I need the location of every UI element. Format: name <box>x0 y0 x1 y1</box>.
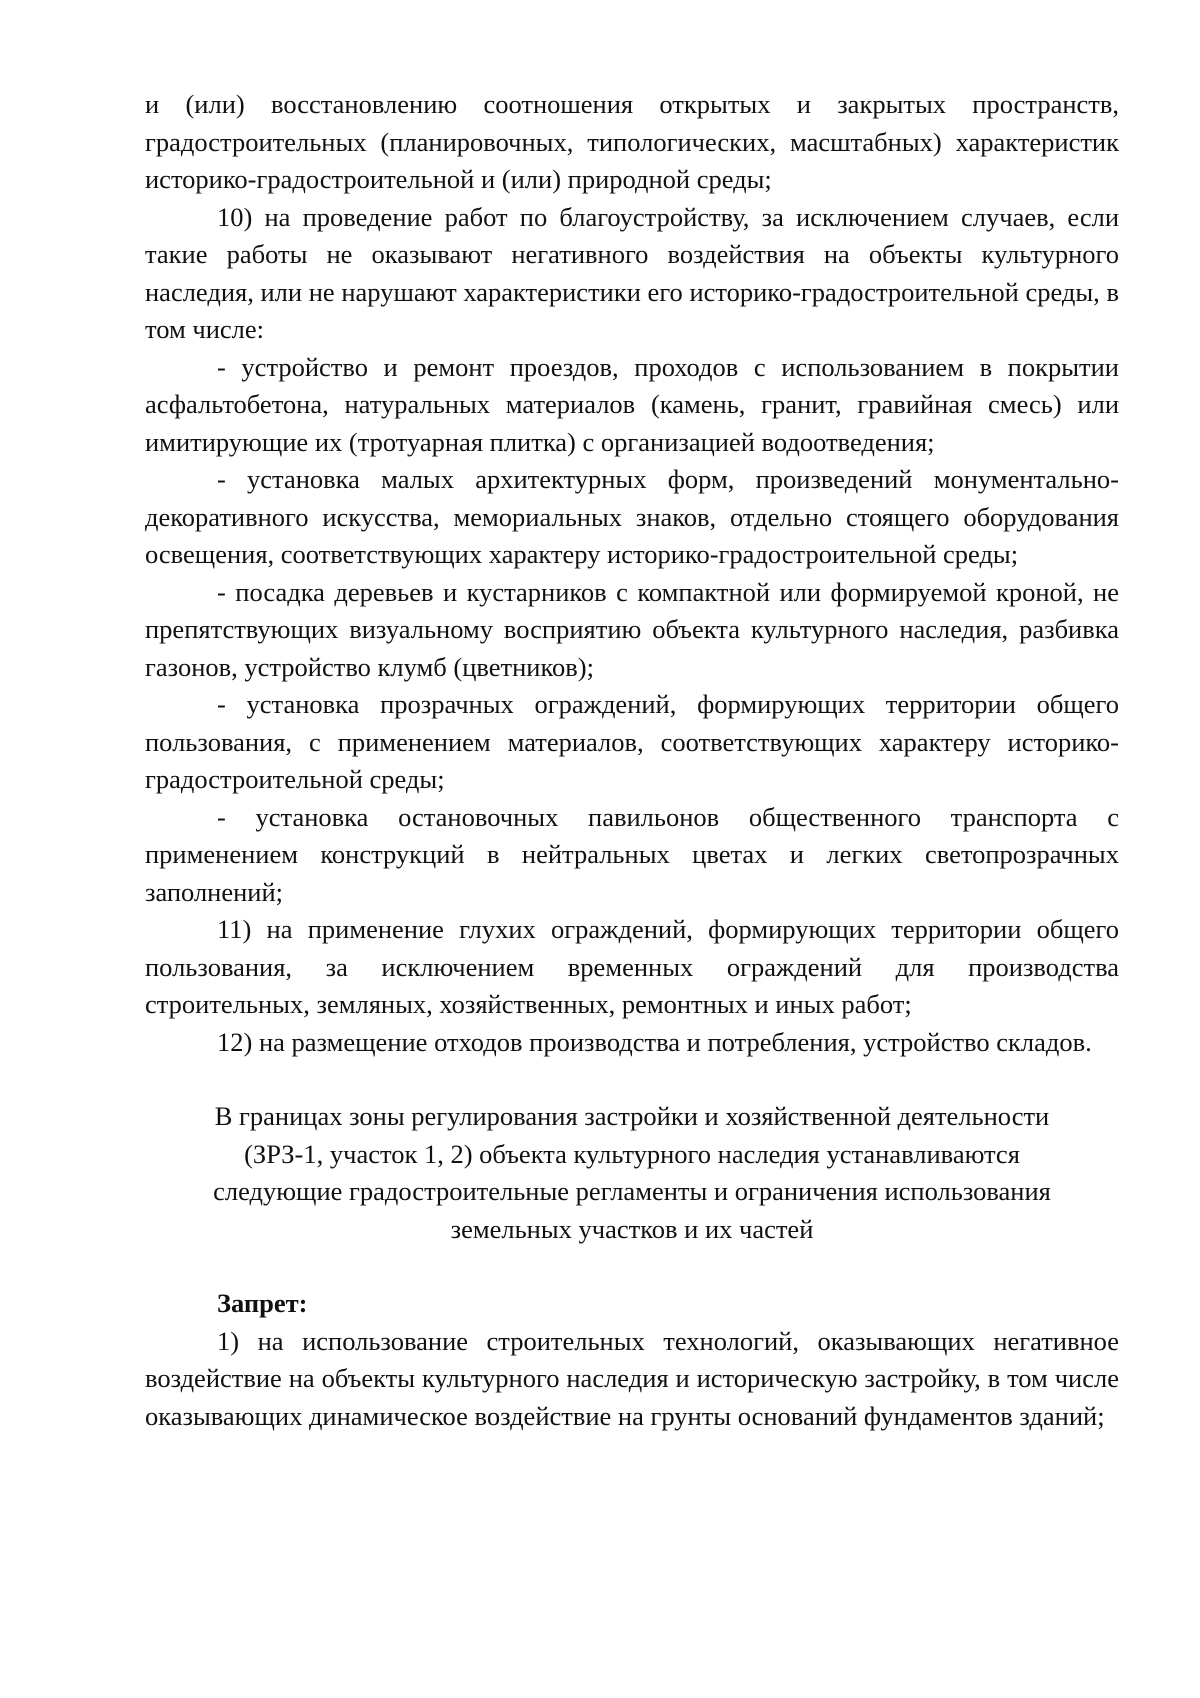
paragraph-bullet-pavilions: - установка остановочных павильонов общественного транспорта с применением конструкций в нейтральных цветах и легких светопрозрачных заполнений; <box>145 801 1119 907</box>
section-heading-line: В границах зоны регулирования застройки и хозяйственной деятельности <box>214 1101 1050 1131</box>
paragraph-item-10: 10) на проведение работ по благоустройству, за исключением случаев, если такие работы не оказывают негативного воздействия на объекты культурного наследия, или не нарушают характеристики его историко-градостроительной среды, в том числе: <box>145 201 1119 344</box>
paragraph-bullet-trees: - посадка деревьев и кустарников с компактной или формируемой кроной, не препятствующих визуальному восприятию объекта культурного наследия, разбивка газонов, устройство клумб (цветников); <box>145 576 1119 682</box>
paragraph-bullet-small-forms: - установка малых архитектурных форм, произведений монументально-декоративного искусства, мемориальных знаков, отдельно стоящего оборудования освещения, соответствующих характеру историко-градостроительной среды; <box>145 464 1119 569</box>
section-heading-line: (ЗРЗ-1, участок 1, 2) объекта культурного наследия устанавливаются <box>244 1138 1020 1169</box>
section-heading-line: следующие градостроительные регламенты и ограничения использования <box>213 1176 1051 1206</box>
section-heading <box>145 1098 1119 1248</box>
paragraph-item-1: 1) на использование строительных технологий, оказывающих негативное воздействие на объекты культурного наследия и историческую застройку, в том числе оказывающих динамическое воздействие на грунты оснований фундаментов зданий; <box>145 1325 1119 1431</box>
section-label: Запрет: <box>217 1288 308 1318</box>
paragraph-continuation: и (или) восстановлению соотношения открытых и закрытых пространств, градостроительных (планировочных, типологических, масштабных) характеристик историко-градостроительной и (или) природной среды; <box>145 89 1119 194</box>
paragraph-item-12: 12) на размещение отходов производства и потребления, устройство складов. <box>217 1026 1092 1057</box>
paragraph-item-11: 11) на применение глухих ограждений, формирующих территории общего пользования, за исключением временных ограждений для производства строительных, земляных, хозяйственных, ремонтных и иных работ; <box>145 914 1119 1019</box>
section-heading-line: земельных участков и их частей <box>450 1213 814 1244</box>
paragraph-bullet-roads: - устройство и ремонт проездов, проходов с использованием в покрытии асфальтобетона, натуральных материалов (камень, гранит, гравийная смесь) или имитирующие их (тротуарная плитка) с организацией водоотведения; <box>145 351 1119 457</box>
paragraph-bullet-fences: - установка прозрачных ограждений, формирующих территории общего пользования, с применением материалов, соответствующих характеру историко-градостроительной среды; <box>145 689 1119 794</box>
document-page <box>145 86 1119 1435</box>
